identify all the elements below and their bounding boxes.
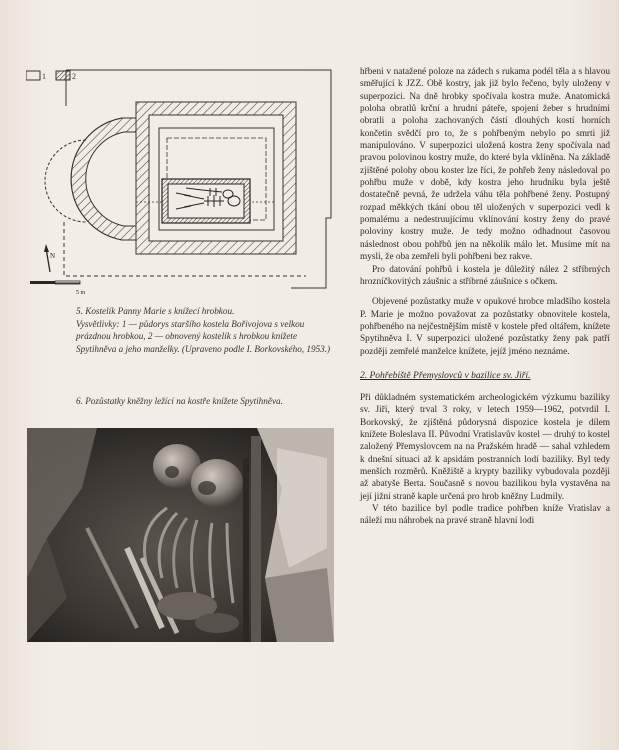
- svg-text:5 m: 5 m: [76, 290, 86, 296]
- svg-text:N: N: [50, 252, 56, 260]
- skeleton-photograph: [27, 428, 334, 642]
- figure-5-caption: [76, 305, 338, 355]
- church-floor-plan: [26, 62, 336, 300]
- paragraph-2: Pro datování pohřbů i kostela je důležitý nález 2 stříbrných hrozníčkovitých záušnic a stříbrné záušnice s očkem.: [360, 264, 610, 287]
- figure-5-title: 5. Kostelík Panny Marie s knížecí hrobkou.: [76, 306, 235, 316]
- paragraph-4: Při důkladném systematickém archeologickém výzkumu baziliky sv. Jiří, který trval 3 roky, v letech 1959—1962, potvrdil I. Borkovský, že zjištěná půdorysná dispozice kostela je dílem knížete Boleslava II. Původní Vratislavův kostel — druhý to kostel založený Přemyslovcem na na Pražském hradě — sahal vzhledem k dnešní situaci až k apsidám postranních lodí baziliky. Byl tedy menších rozměrů. Kněžiště a krypty baziliky vybudovala později až abatyše Berta. Současně s novou bazilikou byla vystavěna na její jižní straně kaple určená pro hrob kněžny Ludmily.: [360, 392, 610, 502]
- paragraph-5: V této bazilice byl podle tradice pohřben kníže Vratislav a náleží mu náhrobek na pravé straně hlavní lodi: [360, 504, 610, 527]
- legend-label-1: 1: [42, 72, 46, 81]
- figure-5-legend-text: Vysvětlivky: 1 — půdorys staršího kostela Bořivojova s velkou prázdnou hrobkou, 2 — obnovený kostelík s hrobkou knížete Spytihněva a jeho manželky. (Upraveno podle I. Borkovského, 1953.): [76, 318, 331, 354]
- scale-bar: [30, 281, 86, 296]
- north-arrow-icon: [44, 244, 55, 272]
- legend-swatch-1: [26, 71, 40, 80]
- paragraph-1: hřbeni v natažené poloze na zádech s rukama podél těla a s hlavou směřující k JZZ. Obě kostry, jak již bylo řečeno, byly uloženy v superpozici. Na dně hrobky spočívala kostra muže. Anatomická poloha obratlů krční a hrudní páteře, spojení žeber s hrudními obratli a poloha zachovaných částí dlouhých kostí horních končetin svědčí pro to, že s pohřbeným nebylo po smrti již manipulováno. V superpozici uložená kostra ženy spočívala nad pravou polovinou kostry muže, do které byla vklíněna. Na základě zjištěné polohy obou koster lze říci, že pohřeb ženy následoval po pohřbu muže v době, kdy kostra jeho hrudníku byla ještě dostatečně pevná, že udržela váhu těla pohřbené ženy. Postupný rozpad měkkých tkání obou těl uložených v superpozici vedl k pomalému a nedestruujícímu vklínování kostry ženy do pravé poloviny kostry muže. Je tedy možno odhadnout časovou následnost obou pohřbů jen na několik málo let. Musíme mít na mysli, že oba zemřeli byli pohřbeni bez rakve.: [360, 67, 610, 263]
- paragraph-3: Objevené pozůstatky muže v opukové hrobce mladšího kostela P. Marie je možno považovat za pozůstatky obnovitele kostela, pohřbeného na nejčestnějším místě v kostele před oltářem, knížete Spytihněva I. V superpozici uložené pozůstatky ženy pak patří později zemřelé manželce knížete, jejíž jméno neznáme.: [360, 297, 610, 357]
- figure-6-caption: 6. Pozůstatky kněžny ležící na kostře knížete Spytihněva.: [76, 396, 283, 406]
- article-text-column: [360, 66, 610, 528]
- legend-label-2: 2: [72, 72, 76, 81]
- section-heading-2: 2. Pohřebiště Přemyslovců v bazilice sv. Jiří.: [360, 370, 531, 381]
- legend-swatch-2: [56, 71, 70, 80]
